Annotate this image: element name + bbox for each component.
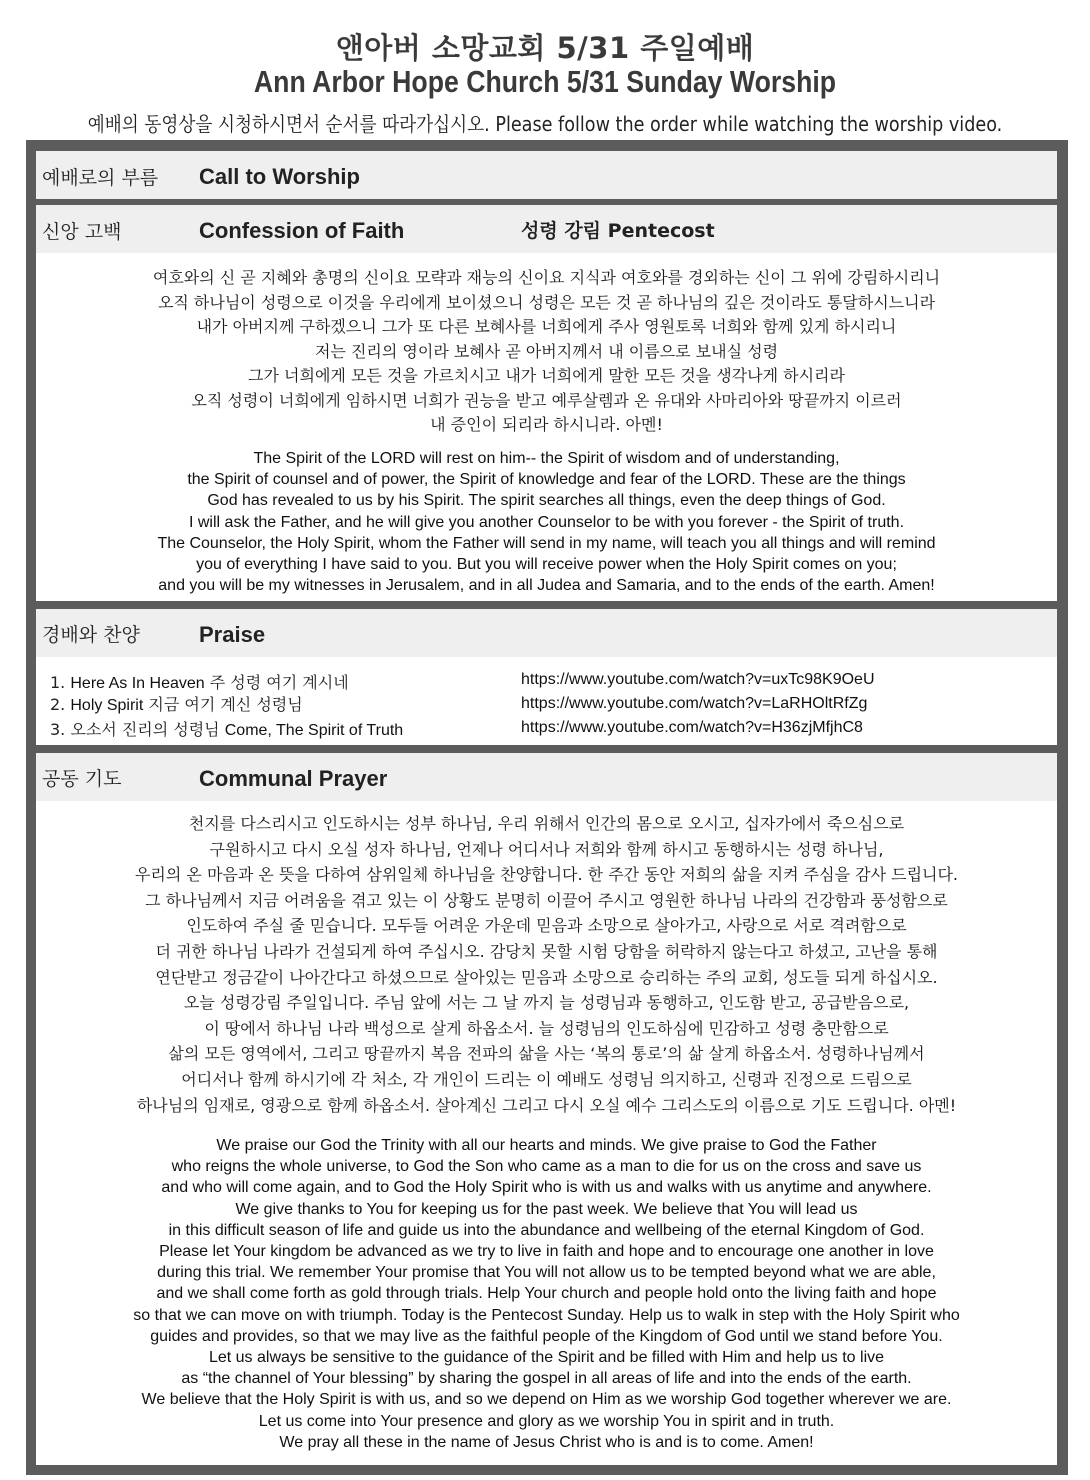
confession-label-ko: 신앙 고백 bbox=[42, 221, 122, 243]
confession-en-line: the Spirit of counsel and of power, the Spirit of knowledge and fear of the LORD. These are the things bbox=[187, 471, 906, 489]
prayer-en-line: We believe that the Holy Spirit is with us, and so we depend on Him as we worship God together wherever we are. bbox=[141, 1391, 952, 1409]
song-link[interactable]: https://www.youtube.com/watch?v=uxTc98K9OeU bbox=[521, 671, 875, 688]
prayer-en-line: We give thanks to You for keeping us for the past week. We believe that You will lead us bbox=[235, 1200, 858, 1218]
song-title-ko: 오소서 진리의 성령님 bbox=[70, 720, 220, 739]
confession-en-line: The Spirit of the LORD will rest on him-- the Spirit of wisdom and of understanding, bbox=[253, 450, 840, 467]
confession-ko-line: 저는 진리의 영이라 보혜사 곧 아버지께서 내 이름으로 보내실 성령 bbox=[314, 341, 779, 361]
song-item bbox=[50, 692, 303, 715]
prayer-ko-line: 연단받고 정금같이 나아간다고 하셨으므로 살아있는 믿음과 소망으로 승리하는 주의 교회, 성도들 되게 하십시오. bbox=[155, 967, 938, 987]
prayer-ko-line: 삶의 모든 영역에서, 그리고 땅끝까지 복음 전파의 삶을 사는 ‘복의 통로’의 삶 살게 하옵소서. 성령하나님께서 bbox=[168, 1044, 925, 1064]
confession-ko-line: 여호와의 신 곧 지혜와 총명의 신이요 모략과 재능의 신이요 지식과 여호와를 경외하는 신이 그 위에 강림하시리니 bbox=[152, 268, 941, 287]
song-number: 2. bbox=[50, 695, 66, 714]
section-praise-header bbox=[36, 609, 1057, 657]
call-to-worship-label-ko: 예배로의 부름 bbox=[42, 167, 159, 189]
confession-en-line: I will ask the Father, and he will give you another Counselor to be with you forever - the Spirit of truth. bbox=[188, 513, 905, 531]
song-item bbox=[50, 670, 349, 693]
confession-ko-line: 내가 아버지께 구하겠으니 그가 또 다른 보혜사를 너희에게 주사 영원토록 너희와 함께 있게 하시리니 bbox=[196, 317, 897, 336]
page-title-english: Ann Arbor Hope Church 5/31 Sunday Worship bbox=[253, 64, 837, 99]
prayer-ko-line: 구원하시고 다시 오실 성자 하나님, 언제나 어디서나 저희와 함께 하시고 동행하시는 성령 하나님, bbox=[209, 839, 884, 859]
confession-ko-line: 그가 너희에게 모든 것을 가르치시고 내가 너희에게 말한 모든 것을 생각나게 하시리라 bbox=[248, 366, 845, 385]
song-title-ko: 지금 여기 계신 성령님 bbox=[148, 695, 303, 714]
prayer-ko-line: 우리의 온 마음과 온 뜻을 다하여 삼위일체 하나님을 찬양합니다. 한 주간 동안 저희의 삶을 지켜 주심을 감사 드립니다. bbox=[134, 865, 959, 885]
prayer-en-line: Let us always be sensitive to the guidance of the Spirit and be filled with Him and help us to live bbox=[208, 1349, 885, 1367]
song-link[interactable]: https://www.youtube.com/watch?v=H36zjMfjhC8 bbox=[521, 719, 863, 736]
section-call-to-worship bbox=[36, 151, 1057, 199]
prayer-en-line: in this difficult season of life and guide us into the abundance and wellbeing of the eternal Kingdom of God. bbox=[168, 1221, 925, 1239]
prayer-en-line: who reigns the whole universe, to God the Son who came as a man to die for us on the cross and save us bbox=[171, 1158, 922, 1176]
section-prayer-header bbox=[36, 753, 1057, 801]
section-confession-header bbox=[36, 205, 1057, 253]
prayer-ko-line: 천지를 다스리시고 인도하시는 성부 하나님, 우리 위해서 인간의 몸으로 오시고, 십자가에서 죽으심으로 bbox=[188, 814, 905, 833]
confession-ko-line: 오직 성령이 너희에게 임하시면 너희가 권능을 받고 예루살렘과 온 유대와 사마리아와 땅끝까지 이르러 bbox=[191, 390, 902, 410]
song-link[interactable]: https://www.youtube.com/watch?v=LaRHOltRfZg bbox=[521, 695, 868, 712]
song-title-en: Here As In Heaven bbox=[70, 675, 205, 692]
song-number: 3. bbox=[50, 720, 66, 739]
prayer-en-line: guides and provides, so that we may live as the faithful people of the Kingdom of God until we stand before You. bbox=[150, 1327, 943, 1345]
prayer-ko-line: 어디서나 함께 하시기에 각 처소, 각 개인이 드리는 이 예배도 성령님 의지하고, 신령과 진정으로 드림으로 bbox=[181, 1069, 912, 1089]
song-title-en: Come, The Spirit of Truth bbox=[224, 722, 404, 739]
prayer-ko-line: 오늘 성령강림 주일입니다. 주님 앞에 서는 그 날 까지 늘 성령님과 동행하고, 인도함 받고, 공급받음으로, bbox=[183, 993, 910, 1013]
confession-korean-text bbox=[36, 266, 1057, 438]
prayer-ko-line: 더 귀한 하나님 나라가 건설되게 하여 주십시오. 감당치 못할 시험 당함을 허락하지 않는다고 하셨고, 고난을 통해 bbox=[155, 941, 938, 961]
song-title-ko: 주 성령 여기 계시네 bbox=[209, 673, 349, 692]
confession-en-line: you of everything I have said to you. But you will receive power when the Holy Spirit comes on you; bbox=[196, 556, 897, 574]
praise-label-en: Praise bbox=[199, 622, 266, 647]
prayer-en-line: as “the channel of Your blessing” by sharing the gospel in all areas of life and into the ends of the earth. bbox=[181, 1370, 912, 1388]
prayer-en-line: so that we can move on with triumph. Today is the Pentecost Sunday. Help us to walk in step with the Holy Spirit who bbox=[133, 1306, 960, 1324]
confession-ko-line: 내 증인이 되리라 하시니라. 아멘! bbox=[430, 415, 663, 434]
praise-body bbox=[36, 657, 1057, 745]
prayer-body bbox=[36, 801, 1057, 1465]
prayer-korean-text bbox=[36, 811, 1057, 1118]
prayer-en-line: We pray all these in the name of Jesus Christ who is and is to come. Amen! bbox=[279, 1433, 814, 1451]
prayer-en-line: Please let Your kingdom be advanced as we try to live in faith and hope and to encourage one another in love bbox=[159, 1243, 934, 1261]
confession-label-en: Confession of Faith bbox=[199, 218, 405, 243]
confession-english-text bbox=[36, 448, 1057, 596]
confession-subtitle: 성령 강림 Pentecost bbox=[521, 220, 715, 242]
song-title-en: Holy Spirit bbox=[70, 697, 144, 714]
prayer-english-text bbox=[36, 1135, 1057, 1453]
prayer-ko-line: 이 땅에서 하나님 나라 백성으로 살게 하옵소서. 늘 성령님의 인도하심에 민감하고 성령 충만함으로 bbox=[204, 1018, 889, 1038]
confession-ko-line: 오직 하나님이 성령으로 이것을 우리에게 보이셨으니 성령은 모든 것 곧 하나님의 깊은 것이라도 통달하시느니라 bbox=[157, 292, 936, 312]
prayer-label-en: Communal Prayer bbox=[199, 766, 388, 791]
prayer-en-line: Let us come into Your presence and glory as we worship You in spirit and in truth. bbox=[258, 1412, 835, 1430]
confession-en-line: God has revealed to us by his Spirit. The spirit searches all things, even the deep things of God. bbox=[207, 492, 886, 510]
call-to-worship-label-en: Call to Worship bbox=[199, 164, 360, 189]
page-title-korean: 앤아버 소망교회 5/31 주일예배 bbox=[335, 31, 755, 65]
instructions-text: 예배의 동영상을 시청하시면서 순서를 따라가십시오. Please follow the order while watching the worship video. bbox=[87, 112, 1003, 136]
prayer-ko-line: 인도하여 주실 줄 믿습니다. 모두들 어려운 가운데 믿음과 소망으로 살아가고, 사랑으로 서로 격려함으로 bbox=[186, 916, 907, 936]
confession-en-line: and you will be my witnesses in Jerusalem, and in all Judea and Samaria, and to the ends of the earth. Amen! bbox=[158, 577, 935, 595]
prayer-label-ko: 공동 기도 bbox=[42, 768, 122, 790]
prayer-en-line: and we shall come forth as gold through trials. Help Your church and people hold onto the living faith and hope bbox=[156, 1285, 937, 1303]
prayer-ko-line: 그 하나님께서 지금 어려움을 겪고 있는 이 상황도 분명히 이끌어 주시고 영원한 하나님 나라의 건강함과 풍성함으로 bbox=[145, 890, 948, 910]
song-item bbox=[50, 717, 403, 740]
confession-en-line: The Counselor, the Holy Spirit, whom the Father will send in my name, will teach you all things and will remind bbox=[157, 534, 936, 552]
prayer-ko-line: 하나님의 임재로, 영광으로 함께 하옵소서. 살아계신 그리고 다시 오실 예수 그리스도의 이름으로 기도 드립니다. 아멘! bbox=[136, 1095, 957, 1115]
confession-body bbox=[36, 253, 1057, 601]
song-number: 1. bbox=[50, 673, 66, 692]
praise-label-ko: 경배와 찬양 bbox=[42, 624, 140, 646]
prayer-en-line: during this trial. We remember Your promise that You will not allow us to be tempted beyond what we are able, bbox=[157, 1264, 936, 1282]
prayer-en-line: and who will come again, and to God the Holy Spirit who is with us and walks with us anytime and anywhere. bbox=[161, 1179, 932, 1197]
prayer-en-line: We praise our God the Trinity with all our hearts and minds. We give praise to God the Father bbox=[216, 1137, 877, 1154]
